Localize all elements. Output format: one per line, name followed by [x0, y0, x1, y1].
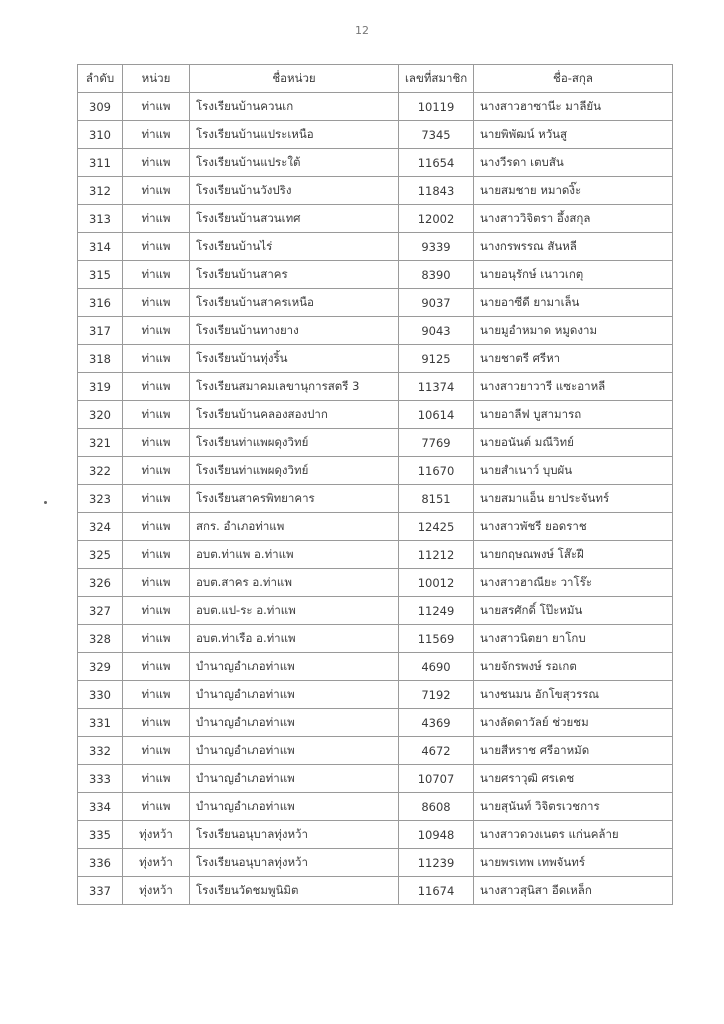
cell-order: 325: [78, 541, 123, 569]
cell-unit-name: โรงเรียนอนุบาลทุ่งหว้า: [190, 849, 399, 877]
cell-unit: ท่าแพ: [123, 121, 190, 149]
table-row: [78, 765, 673, 793]
cell-unit-name: โรงเรียนบ้านไร่: [190, 233, 399, 261]
cell-unit: ท่าแพ: [123, 205, 190, 233]
cell-full-name: นายสีหราช ศรีอาหมัด: [474, 737, 673, 765]
cell-member-number: 11654: [399, 149, 474, 177]
table-row: [78, 233, 673, 261]
table-body: [78, 93, 673, 905]
cell-member-number: 8608: [399, 793, 474, 821]
cell-unit: ทุ่งหว้า: [123, 849, 190, 877]
cell-full-name: นายกฤษณพงษ์ โส๊ะฝี: [474, 541, 673, 569]
cell-order: 326: [78, 569, 123, 597]
cell-unit-name: อบต.ท่าเรือ อ.ท่าแพ: [190, 625, 399, 653]
cell-unit-name: บำนาญอำเภอท่าแพ: [190, 765, 399, 793]
table-row: [78, 93, 673, 121]
table-row: [78, 793, 673, 821]
table-row: [78, 597, 673, 625]
cell-unit: ท่าแพ: [123, 793, 190, 821]
cell-member-number: 11212: [399, 541, 474, 569]
cell-full-name: นายชาตรี ศรีหา: [474, 345, 673, 373]
cell-full-name: นายสุนันท์ วิจิตรเวชการ: [474, 793, 673, 821]
cell-unit-name: โรงเรียนบ้านสาครเหนือ: [190, 289, 399, 317]
cell-unit: ท่าแพ: [123, 457, 190, 485]
table-row: [78, 457, 673, 485]
cell-full-name: นายจักรพงษ์ รอเกต: [474, 653, 673, 681]
cell-order: 316: [78, 289, 123, 317]
cell-full-name: นางสาวฮาณียะ วาโร๊ะ: [474, 569, 673, 597]
cell-full-name: นางสาวสุนิสา อีดเหล็ก: [474, 877, 673, 905]
cell-member-number: 4690: [399, 653, 474, 681]
cell-unit: ท่าแพ: [123, 541, 190, 569]
cell-order: 320: [78, 401, 123, 429]
table-row: [78, 401, 673, 429]
cell-member-number: 11674: [399, 877, 474, 905]
cell-member-number: 12002: [399, 205, 474, 233]
cell-full-name: นางสาวนิตยา ยาโกบ: [474, 625, 673, 653]
header-unit: หน่วย: [123, 65, 190, 93]
cell-unit: ท่าแพ: [123, 429, 190, 457]
cell-unit-name: อบต.ท่าแพ อ.ท่าแพ: [190, 541, 399, 569]
cell-order: 313: [78, 205, 123, 233]
cell-full-name: นางสาวยาวารี แซะอาหลี: [474, 373, 673, 401]
cell-member-number: 11670: [399, 457, 474, 485]
cell-unit-name: โรงเรียนบ้านแประใต้: [190, 149, 399, 177]
cell-member-number: 8390: [399, 261, 474, 289]
cell-full-name: นายสำเนาว์ บุบผัน: [474, 457, 673, 485]
header-unit-name: ชื่อหน่วย: [190, 65, 399, 93]
cell-member-number: 9037: [399, 289, 474, 317]
cell-member-number: 9125: [399, 345, 474, 373]
cell-order: 328: [78, 625, 123, 653]
cell-full-name: นายอนุรักษ์ เนาวเกตุ: [474, 261, 673, 289]
cell-unit: ท่าแพ: [123, 681, 190, 709]
cell-unit-name: โรงเรียนบ้านแประเหนือ: [190, 121, 399, 149]
header-member-number: เลขที่สมาชิก: [399, 65, 474, 93]
cell-unit: ท่าแพ: [123, 485, 190, 513]
cell-unit-name: โรงเรียนสาครพิทยาคาร: [190, 485, 399, 513]
cell-unit: ท่าแพ: [123, 765, 190, 793]
cell-full-name: นายสมาแอ็น ยาประจันทร์: [474, 485, 673, 513]
cell-order: 331: [78, 709, 123, 737]
cell-unit: ท่าแพ: [123, 373, 190, 401]
cell-member-number: 11239: [399, 849, 474, 877]
table-row: [78, 261, 673, 289]
cell-unit: ท่าแพ: [123, 261, 190, 289]
cell-unit: ท่าแพ: [123, 289, 190, 317]
cell-order: 315: [78, 261, 123, 289]
cell-order: 311: [78, 149, 123, 177]
cell-member-number: 11569: [399, 625, 474, 653]
cell-order: 335: [78, 821, 123, 849]
cell-order: 318: [78, 345, 123, 373]
page-number: 12: [355, 24, 369, 37]
table-row: [78, 177, 673, 205]
cell-unit-name: โรงเรียนท่าแพผดุงวิทย์: [190, 429, 399, 457]
cell-unit-name: โรงเรียนบ้านทุ่งริ้น: [190, 345, 399, 373]
cell-unit-name: บำนาญอำเภอท่าแพ: [190, 793, 399, 821]
cell-member-number: 11374: [399, 373, 474, 401]
table-row: [78, 149, 673, 177]
table-row: [78, 121, 673, 149]
cell-full-name: นายพิพัฒน์ หวันสู: [474, 121, 673, 149]
cell-unit-name: โรงเรียนท่าแพผดุงวิทย์: [190, 457, 399, 485]
cell-full-name: นายสรศักดิ์ โป๊ะหมัน: [474, 597, 673, 625]
cell-order: 312: [78, 177, 123, 205]
cell-order: 333: [78, 765, 123, 793]
cell-order: 330: [78, 681, 123, 709]
cell-order: 309: [78, 93, 123, 121]
cell-full-name: นายสมชาย หมาดงิ๊ะ: [474, 177, 673, 205]
cell-unit: ทุ่งหว้า: [123, 877, 190, 905]
cell-order: 322: [78, 457, 123, 485]
table-header-row: [78, 65, 673, 93]
table-row: [78, 317, 673, 345]
cell-full-name: นางสาวพัชรี ยอดราช: [474, 513, 673, 541]
cell-full-name: นายอาซีดี ยามาเล็น: [474, 289, 673, 317]
cell-unit-name: อบต.สาคร อ.ท่าแพ: [190, 569, 399, 597]
cell-full-name: นายพรเทพ เทพจันทร์: [474, 849, 673, 877]
cell-member-number: 11249: [399, 597, 474, 625]
cell-member-number: 11843: [399, 177, 474, 205]
cell-order: 321: [78, 429, 123, 457]
table-row: [78, 849, 673, 877]
cell-unit: ท่าแพ: [123, 401, 190, 429]
cell-unit-name: โรงเรียนบ้านสวนเทศ: [190, 205, 399, 233]
cell-unit-name: โรงเรียนบ้านสาคร: [190, 261, 399, 289]
cell-order: 334: [78, 793, 123, 821]
cell-member-number: 10119: [399, 93, 474, 121]
cell-full-name: นายมูอำหมาด หมูดงาม: [474, 317, 673, 345]
cell-order: 332: [78, 737, 123, 765]
table-row: [78, 429, 673, 457]
cell-member-number: 10707: [399, 765, 474, 793]
cell-unit-name: โรงเรียนบ้านทางยาง: [190, 317, 399, 345]
cell-unit-name: โรงเรียนสมาคมเลขานุการสตรี 3: [190, 373, 399, 401]
cell-order: 336: [78, 849, 123, 877]
cell-unit-name: บำนาญอำเภอท่าแพ: [190, 681, 399, 709]
table-row: [78, 485, 673, 513]
table-row: [78, 625, 673, 653]
table-row: [78, 205, 673, 233]
cell-order: 324: [78, 513, 123, 541]
table-row: [78, 289, 673, 317]
cell-member-number: 10614: [399, 401, 474, 429]
cell-full-name: นางลัดดาวัลย์ ช่วยชม: [474, 709, 673, 737]
cell-member-number: 9043: [399, 317, 474, 345]
cell-unit: ท่าแพ: [123, 737, 190, 765]
header-order: ลำดับ: [78, 65, 123, 93]
cell-member-number: 7345: [399, 121, 474, 149]
cell-full-name: นางสาวฮาซานีะ มาลียัน: [474, 93, 673, 121]
cell-unit-name: บำนาญอำเภอท่าแพ: [190, 709, 399, 737]
table-row: [78, 541, 673, 569]
table-row: [78, 877, 673, 905]
table-row: [78, 821, 673, 849]
cell-member-number: 7192: [399, 681, 474, 709]
cell-member-number: 4672: [399, 737, 474, 765]
cell-unit-name: อบต.แป-ระ อ.ท่าแพ: [190, 597, 399, 625]
header-full-name: ชื่อ-สกุล: [474, 65, 673, 93]
cell-unit: ท่าแพ: [123, 177, 190, 205]
cell-full-name: นางกรพรรณ สันหลี: [474, 233, 673, 261]
cell-unit-name: โรงเรียนบ้านคลองสองปาก: [190, 401, 399, 429]
table-row: [78, 653, 673, 681]
cell-full-name: นายอาลีฟ บูสามารถ: [474, 401, 673, 429]
cell-unit-name: โรงเรียนวัดชมพูนิมิต: [190, 877, 399, 905]
cell-order: 310: [78, 121, 123, 149]
cell-unit-name: โรงเรียนบ้านวังปริง: [190, 177, 399, 205]
cell-unit: ท่าแพ: [123, 233, 190, 261]
table-row: [78, 569, 673, 597]
cell-member-number: 10948: [399, 821, 474, 849]
table-row: [78, 513, 673, 541]
cell-order: 314: [78, 233, 123, 261]
cell-order: 323: [78, 485, 123, 513]
cell-unit-name: บำนาญอำเภอท่าแพ: [190, 653, 399, 681]
cell-order: 317: [78, 317, 123, 345]
table-row: [78, 345, 673, 373]
cell-unit: ท่าแพ: [123, 149, 190, 177]
cell-member-number: 8151: [399, 485, 474, 513]
cell-unit-name: โรงเรียนบ้านควนเก: [190, 93, 399, 121]
cell-order: 329: [78, 653, 123, 681]
scan-speck: [44, 501, 47, 504]
table-row: [78, 373, 673, 401]
cell-full-name: นายศราวุฒิ ศรเดช: [474, 765, 673, 793]
cell-full-name: นางวีรดา เตบสัน: [474, 149, 673, 177]
cell-unit: ท่าแพ: [123, 317, 190, 345]
cell-full-name: นางชนมน อักโขสุวรรณ: [474, 681, 673, 709]
table-row: [78, 737, 673, 765]
cell-unit: ทุ่งหว้า: [123, 821, 190, 849]
member-table: [77, 64, 673, 905]
cell-member-number: 4369: [399, 709, 474, 737]
table-row: [78, 709, 673, 737]
cell-unit-name: โรงเรียนอนุบาลทุ่งหว้า: [190, 821, 399, 849]
table-row: [78, 681, 673, 709]
cell-unit: ท่าแพ: [123, 513, 190, 541]
cell-order: 319: [78, 373, 123, 401]
cell-member-number: 9339: [399, 233, 474, 261]
cell-unit: ท่าแพ: [123, 653, 190, 681]
cell-order: 337: [78, 877, 123, 905]
cell-member-number: 12425: [399, 513, 474, 541]
cell-full-name: นางสาวดวงเนตร แก่นคล้าย: [474, 821, 673, 849]
cell-unit: ท่าแพ: [123, 93, 190, 121]
cell-unit: ท่าแพ: [123, 625, 190, 653]
cell-member-number: 10012: [399, 569, 474, 597]
cell-unit: ท่าแพ: [123, 597, 190, 625]
cell-unit: ท่าแพ: [123, 569, 190, 597]
cell-order: 327: [78, 597, 123, 625]
cell-unit-name: สกร. อำเภอท่าแพ: [190, 513, 399, 541]
cell-full-name: นางสาววิจิตรา อึ้งสกุล: [474, 205, 673, 233]
cell-member-number: 7769: [399, 429, 474, 457]
cell-unit: ท่าแพ: [123, 709, 190, 737]
cell-unit: ท่าแพ: [123, 345, 190, 373]
cell-unit-name: บำนาญอำเภอท่าแพ: [190, 737, 399, 765]
cell-full-name: นายอนันต์ มณีวิทย์: [474, 429, 673, 457]
